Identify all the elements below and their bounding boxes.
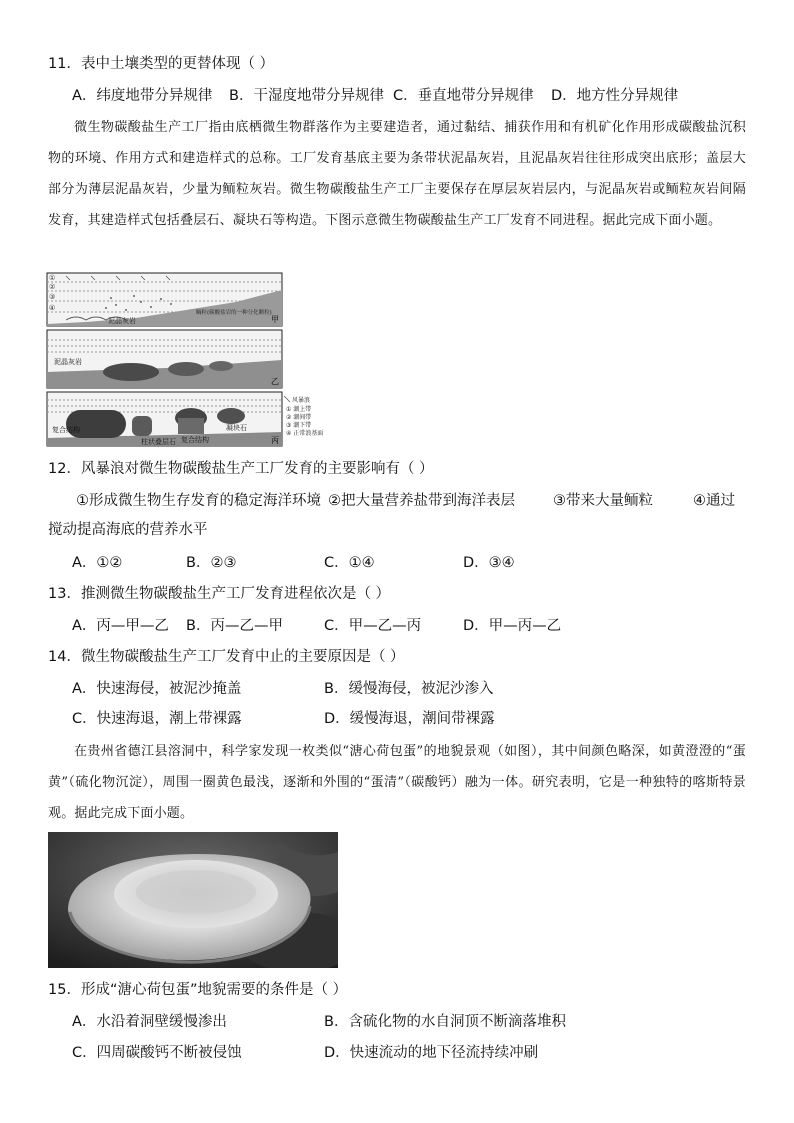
q15-option-a: A．水沿着洞壁缓慢渗出: [72, 1014, 227, 1030]
question-12-stem: 12．风暴浪对微生物碳酸盐生产工厂发育的主要影响有（ ）: [48, 461, 434, 477]
q12-option-b: B．②③: [186, 555, 237, 571]
q14-option-a: A．快速海侵，被泥沙掩盖: [72, 681, 242, 697]
question-11-stem: 11．表中土壤类型的更替体现（ ）: [48, 56, 275, 72]
label-bing-mid: 复合结构: [181, 436, 209, 444]
q12-option-d: D．③④: [463, 555, 515, 571]
panel-label-jia: 甲: [271, 315, 279, 324]
figure-microbial-factory: [46, 272, 336, 448]
q11-option-c: C．垂直地带分异规律: [393, 88, 534, 104]
svg-text:①: ①: [49, 274, 56, 282]
q11-option-b: B．干湿度地带分异规律: [229, 88, 384, 104]
q12-item-4-cont: 搅动提高海底的营养水平: [48, 522, 208, 538]
svg-text:④: ④: [49, 304, 56, 312]
passage-microbial-carbonate: [48, 112, 746, 236]
q13-option-a: A．丙—甲—乙: [72, 618, 169, 634]
q12-item-4: ④通过: [693, 493, 735, 509]
q15-option-c: C．四周碳酸钙不断被侵蚀: [72, 1045, 242, 1061]
q12-option-c: C．①④: [324, 555, 375, 571]
passage-poached-egg: [48, 736, 746, 829]
label-bing-left: 复合结构: [52, 426, 80, 434]
label-jia-mudstone: 泥晶灰岩: [108, 317, 136, 325]
legend-item-1: ① 潮上带: [286, 406, 312, 413]
q15-option-b: B．含硫化物的水自洞顶不断滴落堆积: [324, 1014, 566, 1030]
q11-option-a: A．纬度地带分异规律: [72, 88, 213, 104]
legend-title: 风暴浪: [292, 397, 311, 404]
question-15-stem: 15．形成“溏心荷包蛋”地貌需要的条件是（ ）: [48, 982, 348, 998]
label-jia-ooid: 鲕粒(碳酸盐岩的一种分化颗粒): [196, 310, 272, 316]
photo-svg: [48, 832, 338, 968]
q12-option-a: A．①②: [72, 555, 123, 571]
panel-label-bing: 丙: [271, 436, 279, 445]
q13-option-c: C．甲—乙—丙: [324, 618, 422, 634]
label-yi-mudstone: 泥晶灰岩: [54, 358, 82, 366]
q12-item-1: ①形成微生物生存发育的稳定海洋环境: [76, 493, 321, 509]
question-14-stem: 14．微生物碳酸盐生产工厂发育中止的主要原因是（ ）: [48, 649, 405, 665]
question-13-stem: 13．推测微生物碳酸盐生产工厂发育进程依次是（ ）: [48, 586, 391, 602]
panel-bing: [47, 392, 282, 446]
photo-poached-egg-karst: [48, 832, 338, 968]
svg-text:②: ②: [49, 283, 56, 291]
q13-option-b: B．丙—乙—甲: [186, 618, 283, 634]
legend-item-2: ② 潮间带: [286, 414, 312, 421]
q14-option-c: C．快速海退，潮上带裸露: [72, 711, 242, 727]
legend-item-3: ③ 潮下带: [286, 422, 312, 429]
q12-item-2: ②把大量营养盐带到海洋表层: [328, 493, 515, 509]
q11-option-d: D．地方性分异规律: [551, 88, 679, 104]
figure-stages-svg: [46, 272, 336, 448]
passage-2-text: 在贵州省德江县溶洞中，科学家发现一枚类似“溏心荷包蛋”的地貌景观（如图），其中间颜色略深，如黄澄澄的“蛋黄”（硫化物沉淀），周围一圈黄色最浅，逐渐和外围的“蛋清”（碳酸钙）融为一体。研究表明，它是一种独特的喀斯特景观。据此完成下面小题。: [48, 744, 746, 821]
q12-item-3: ③带来大量鲕粒: [553, 493, 653, 509]
svg-text:③: ③: [49, 293, 56, 301]
figure-legend: [284, 396, 323, 437]
panel-yi: [47, 330, 282, 388]
label-bing-bottom: 柱状叠层石: [141, 438, 176, 446]
passage-1-text: 微生物碳酸盐生产工厂指由底栖微生物群落作为主要建造者，通过黏结、捕获作用和有机矿化作用形成碳酸盐沉积物的环境、作用方式和建造样式的总称。工厂发育基底主要为条带状泥晶灰岩，且泥晶灰岩往往形成突出底形；盖层大部分为薄层泥晶灰岩，少量为鲕粒灰岩。微生物碳酸盐生产工厂主要保存在厚层灰岩层内，与泥晶灰岩或鲕粒灰岩间隔发育，其建造样式包括叠层石、凝块石等构造。下图示意微生物碳酸盐生产工厂发育不同进程。据此完成下面小题。: [48, 120, 746, 228]
legend-item-4: ④ 正常浪基面: [286, 430, 324, 437]
q13-option-d: D．甲—丙—乙: [463, 618, 562, 634]
q14-option-b: B．缓慢海侵，被泥沙渗入: [324, 681, 494, 697]
panel-label-yi: 乙: [271, 377, 279, 386]
panel-jia: [47, 273, 282, 326]
q14-option-d: D．缓慢海退，潮间带裸露: [324, 711, 495, 727]
q15-option-d: D．快速流动的地下径流持续冲刷: [324, 1045, 539, 1061]
label-bing-right: 凝块石: [226, 424, 247, 432]
